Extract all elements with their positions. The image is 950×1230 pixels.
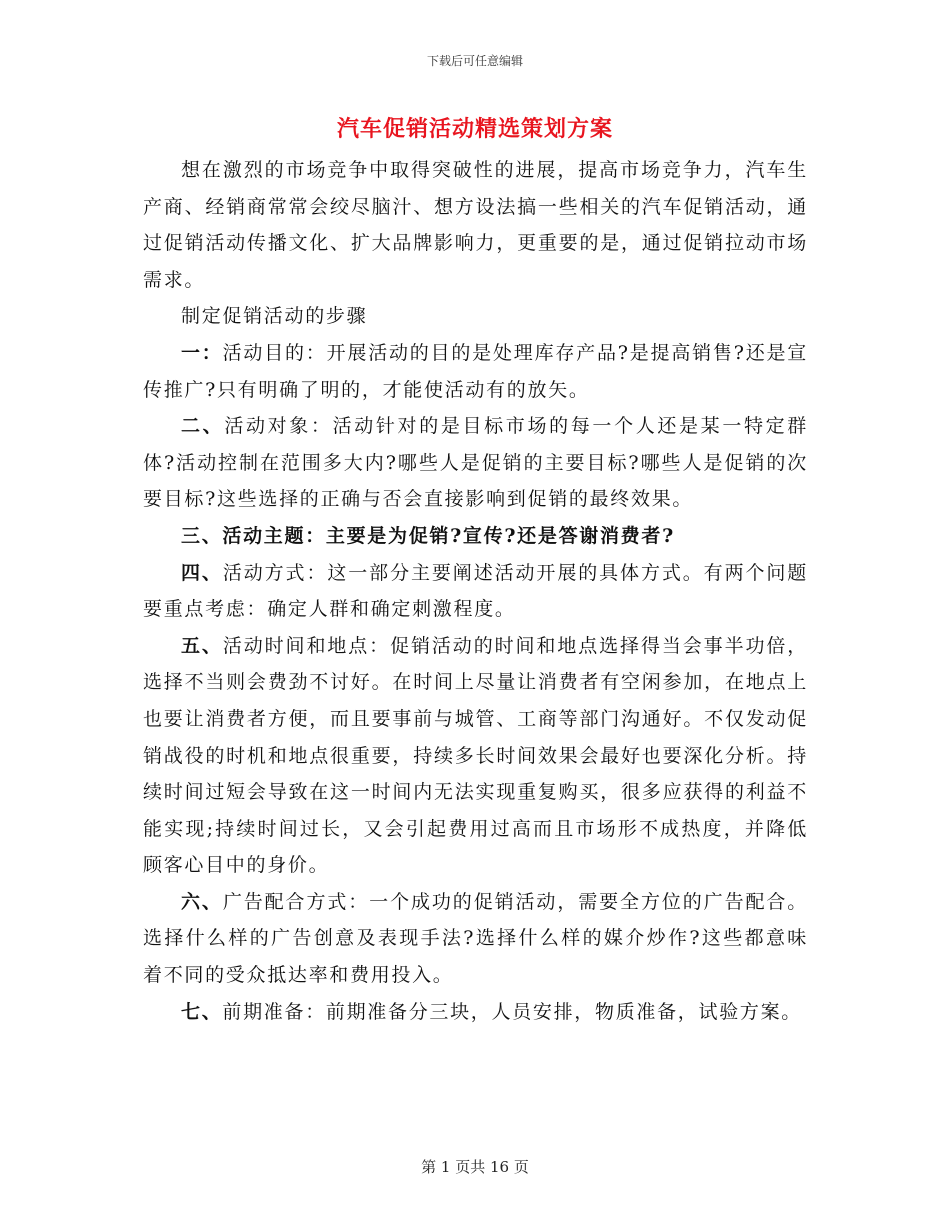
section-5-text: 活动时间和地点：促销活动的时间和地点选择得当会事半功倍，选择不当则会费劲不讨好。在时间上尽量让消费者有空闲参加，在地点上也要让消费者方便，而且要事前与城管、工商等部门沟通好。不仅发动促销战役的时机和地点很重要，持续多长时间效果会最好也要深化分析。持续时间过短会导致在这一时间内无法实现重复购买，很多应获得的利益不能实现;持续时间过长，又会引起费用过高而且市场形不成热度，并降低顾客心目中的身价。	[143, 634, 809, 877]
section-6-text: 广告配合方式：一个成功的促销活动，需要全方位的广告配合。选择什么样的广告创意及表现手法?选择什么样的媒介炒作?这些都意味着不同的受众抵达率和费用投入。	[143, 890, 809, 987]
section-7-lead: 七、	[181, 1000, 223, 1023]
section-1-text: 活动目的：开展活动的目的是处理库存产品?是提高销售?还是宣传推广?只有明确了明的，才能使活动有的放矢。	[143, 341, 808, 401]
document-body	[143, 152, 808, 1030]
section-3: 三、活动主题：主要是为促销?宣传?还是答谢消费者?	[181, 524, 675, 547]
section-5-lead: 五、	[181, 634, 223, 657]
section-2-lead: 二、	[181, 415, 225, 438]
section-6-lead: 六、	[181, 890, 223, 913]
steps-heading: 制定促销活动的步骤	[181, 305, 368, 328]
intro-paragraph: 想在激烈的市场竞争中取得突破性的进展，提高市场竞争力，汽车生产商、经销商常常会绞尽脑汁、想方设法搞一些相关的汽车促销活动，通过促销活动传播文化、扩大品牌影响力，更重要的是，通过促销拉动市场需求。	[143, 159, 808, 291]
section-1	[143, 335, 808, 408]
section-4-text: 活动方式：这一部分主要阐述活动开展的具体方式。有两个问题要重点考虑：确定人群和确定刺激程度。	[143, 561, 809, 621]
header-note: 下载后可任意编辑	[426, 54, 523, 68]
section-5	[143, 628, 808, 884]
section-7-text: 前期准备：前期准备分三块，人员安排，物质准备，试验方案。	[222, 1000, 803, 1023]
document-title: 汽车促销活动精选策划方案	[336, 116, 613, 142]
section-2-text: 活动对象：活动针对的是目标市场的每一个人还是某一特定群体?活动控制在范围多大内?哪些人是促销的主要目标?哪些人是促销的次要目标?这些选择的正确与否会直接影响到促销的最终效果。	[143, 415, 808, 511]
page-footer: 第 1 页共 16 页	[421, 1158, 529, 1176]
section-2	[143, 408, 808, 518]
section-4-lead: 四、	[181, 561, 223, 584]
section-7	[143, 994, 808, 1031]
section-6	[143, 884, 808, 994]
section-1-lead: 一：	[181, 341, 223, 364]
section-4	[143, 555, 808, 628]
